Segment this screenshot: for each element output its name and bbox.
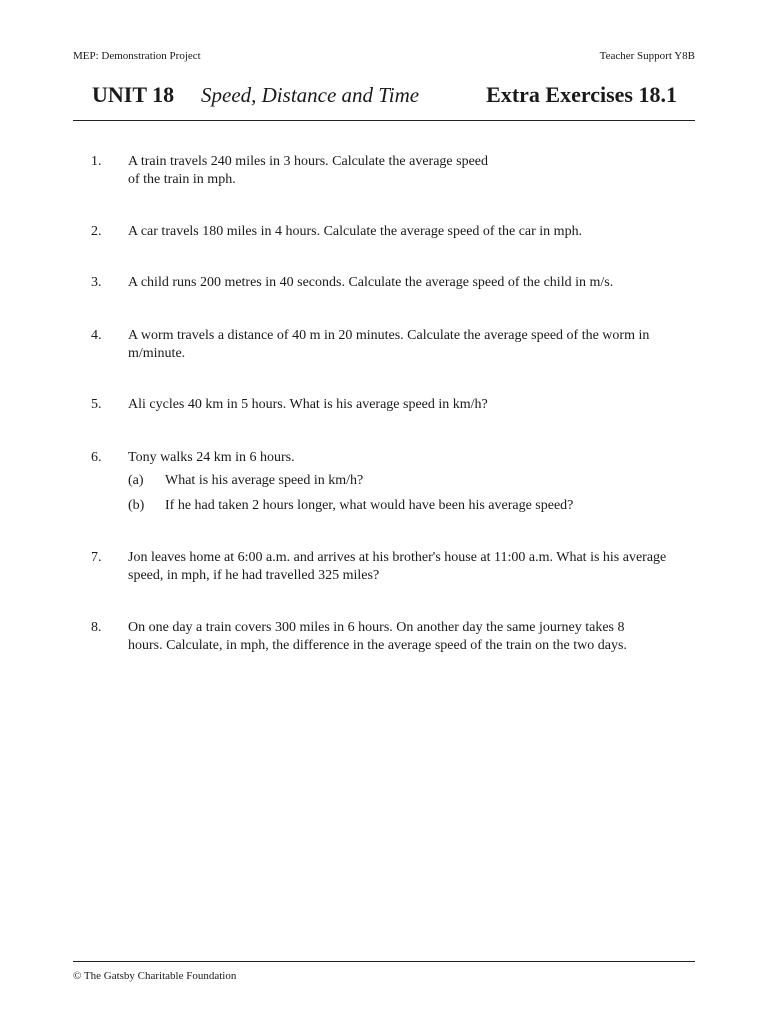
- question-text: Tony walks 24 km in 6 hours.: [128, 450, 295, 465]
- question-text: A car travels 180 miles in 4 hours. Calculate the average speed of the car in mph.: [128, 224, 583, 239]
- question-number: 6.: [91, 450, 102, 465]
- part-label: (b): [128, 498, 145, 513]
- project-name: MEP: Demonstration Project: [73, 50, 201, 62]
- footer-divider: [73, 961, 695, 962]
- unit-topic: Speed, Distance and Time: [201, 83, 420, 107]
- part-text: If he had taken 2 hours longer, what would have been his average speed?: [165, 498, 574, 513]
- question-number: 2.: [91, 224, 102, 239]
- question-number: 8.: [91, 620, 102, 635]
- question-number: 7.: [91, 550, 102, 565]
- copyright-footer: © The Gatsby Charitable Foundation: [73, 970, 237, 982]
- support-level: Teacher Support Y8B: [599, 50, 695, 62]
- question-number: 4.: [91, 328, 102, 343]
- question-text: Jon leaves home at 6:00 a.m. and arrives at his brother's house at 11:00 a.m. What is his average speed, in mph, if he had travelled 325 miles?: [128, 550, 667, 583]
- page-title: [73, 82, 695, 112]
- header-divider: [73, 120, 695, 121]
- question-number: 3.: [91, 275, 102, 290]
- part-text: What is his average speed in km/h?: [165, 473, 364, 488]
- unit-number: UNIT 18: [92, 82, 175, 107]
- question-text: A child runs 200 metres in 40 seconds. Calculate the average speed of the child in m/s.: [128, 275, 614, 290]
- question-text: On one day a train covers 300 miles in 6 hours. On another day the same journey takes 8 hours. Calculate, in mph, the difference in the average speed of the train on the two days.: [128, 620, 627, 653]
- part-label: (a): [128, 473, 144, 488]
- exercise-title: Extra Exercises 18.1: [486, 82, 677, 107]
- question-text: Ali cycles 40 km in 5 hours. What is his average speed in km/h?: [128, 397, 488, 412]
- question-text: A worm travels a distance of 40 m in 20 minutes. Calculate the average speed of the worm in m/minute.: [128, 328, 650, 361]
- question-number: 1.: [91, 154, 102, 169]
- question-text: A train travels 240 miles in 3 hours. Calculate the average speed of the train in mph.: [128, 154, 489, 187]
- question-number: 5.: [91, 397, 102, 412]
